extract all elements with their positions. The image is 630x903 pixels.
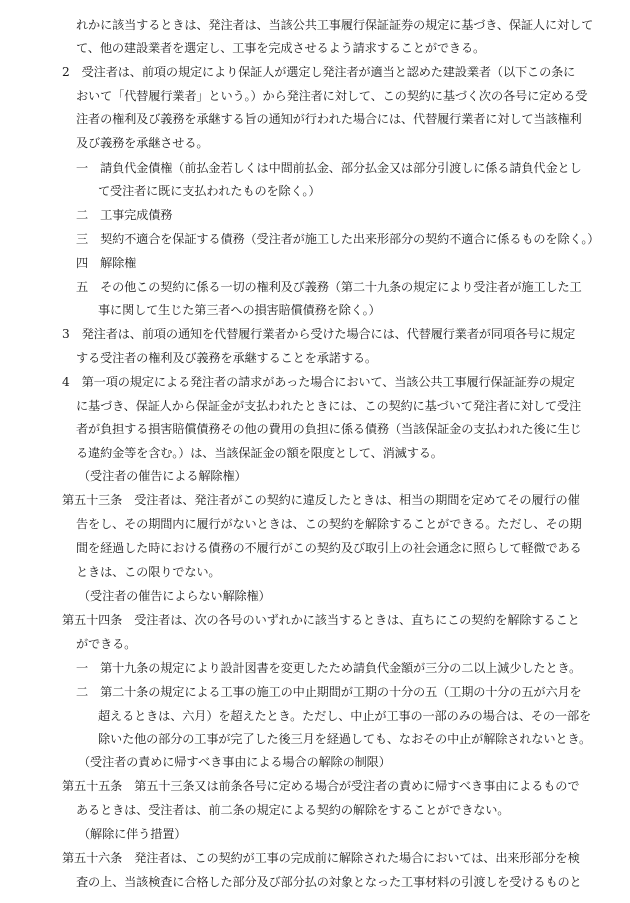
- text-line: に基づき、保証人から保証金が支払われたときには、この契約に基づいて発注者に対して受注: [76, 399, 582, 413]
- text-line: おいて「代替履行業者」という。）から発注者に対して、この契約に基づく次の各号に定める受: [76, 89, 588, 103]
- text-line: て、他の建設業者を選定し、工事を完成させるよう請求することができる。: [76, 41, 486, 55]
- text-line: 及び義務を承継させる。: [76, 136, 209, 150]
- text-line: 二 工事完成債務: [76, 208, 173, 222]
- text-line: 注者の権利及び義務を承継する旨の通知が行われた場合には、代替履行業者に対して当該権利: [76, 112, 582, 126]
- text-line: る違約金等を含む。）は、当該保証金の額を限度として、消滅する。: [76, 446, 443, 460]
- text-line: 者が負担する損害賠償債務その他の費用の負担に係る債務（当該保証金の支払われた後に生じ: [76, 422, 582, 436]
- text-line: 第五十三条 受注者は、発注者がこの契約に違反したときは、相当の期間を定めてその履行の催: [62, 493, 580, 507]
- text-line: 事に関して生じた第三者への損害賠償債務を除く。）: [98, 303, 381, 317]
- text-line: ときは、この限りでない。: [76, 565, 221, 579]
- text-line: 三 契約不適合を保証する債務（受注者が施工した出来形部分の契約不適合に係るものを除く。）: [76, 232, 600, 246]
- text-line: 2 受注者は、前項の規定により保証人が選定し発注者が適当と認めた建設業者（以下この条に: [62, 65, 576, 79]
- text-line: （受注者の催告による解除権）: [78, 469, 247, 483]
- text-line: 除いた他の部分の工事が完了した後三月を経過しても、なおその中止が解除されないとき。: [98, 732, 592, 746]
- text-line: 第五十六条 発注者は、この契約が工事の完成前に解除された場合においては、出来形部分を検: [62, 851, 580, 865]
- text-line: 4 第一項の規定による発注者の請求があった場合において、当該公共工事履行保証証券の規定: [62, 375, 575, 389]
- text-line: （受注者の責めに帰すべき事由による場合の解除の制限）: [78, 755, 391, 769]
- text-line: 3 発注者は、前項の通知を代替履行業者から受けた場合には、代替履行業者が同項各号に規定: [62, 327, 576, 341]
- text-line: 二 第二十条の規定による工事の施工の中止期間が工期の十分の五（工期の十分の五が六月を: [76, 685, 582, 699]
- text-line: 第五十五条 第五十三条又は前条各号に定める場合が受注者の責めに帰すべき事由によるもので: [62, 779, 580, 793]
- text-line: て受注者に既に支払われたものを除く。）: [98, 184, 321, 198]
- text-line: 第五十四条 受注者は、次の各号のいずれかに該当するときは、直ちにこの契約を解除すること: [62, 613, 580, 627]
- text-line: （解除に伴う措置）: [78, 827, 187, 841]
- text-line: 査の上、当該検査に合格した部分及び部分払の対象となった工事材料の引渡しを受けるものと: [76, 875, 582, 889]
- text-line: （受注者の催告によらない解除権）: [78, 589, 271, 603]
- text-line: 五 その他この契約に係る一切の権利及び義務（第二十九条の規定により受注者が施工した工: [76, 280, 582, 294]
- text-line: 超えるときは、六月）を超えたとき。ただし、中止が工事の一部のみの場合は、その一部を: [98, 709, 592, 723]
- text-line: 一 第十九条の規定により設計図書を変更したため請負代金額が三分の二以上減少したとき。: [76, 661, 582, 675]
- text-line: 間を経過した時における債務の不履行がこの契約及び取引上の社会通念に照らして軽微である: [76, 541, 582, 555]
- text-line: あるときは、受注者は、前二条の規定による契約の解除をすることができない。: [76, 803, 510, 817]
- text-line: 四 解除権: [76, 256, 137, 270]
- text-line: 一 請負代金債権（前払金若しくは中間前払金、部分払金又は部分引渡しに係る請負代金とし: [76, 161, 582, 175]
- text-line: れかに該当するときは、発注者は、当該公共工事履行保証証券の規定に基づき、保証人に対して: [76, 18, 594, 32]
- text-line: ができる。: [76, 637, 137, 651]
- text-line: する受注者の権利及び義務を承継することを承諾する。: [76, 351, 377, 365]
- text-line: 告をし、その期間内に履行がないときは、この契約を解除することができる。ただし、その期: [76, 517, 582, 531]
